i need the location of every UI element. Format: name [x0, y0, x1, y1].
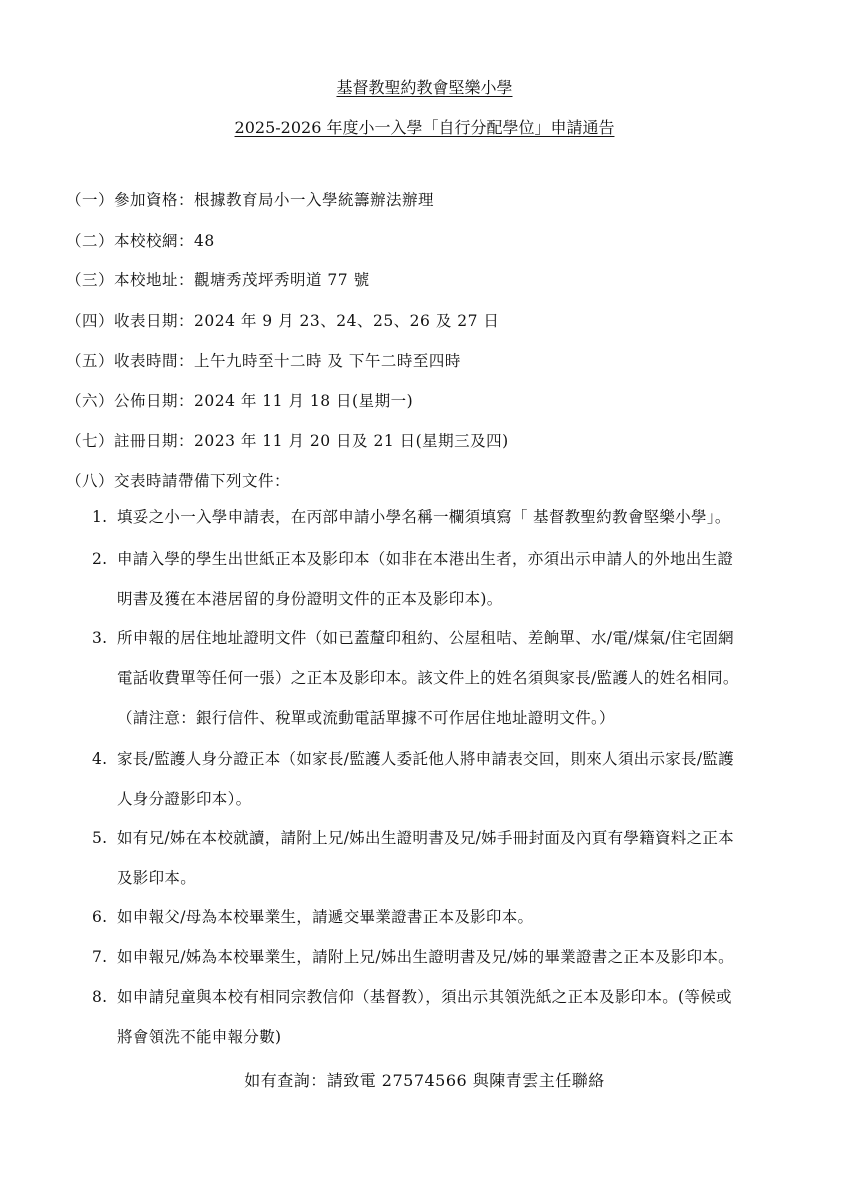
document-item — [92, 497, 792, 537]
item-number: 4. — [92, 750, 108, 768]
section-school-net: （二）本校校網：48 — [66, 232, 215, 250]
school-name-title: 基督教聖約教會堅樂小學 — [336, 78, 513, 97]
section-collection-dates: （四）收表日期：2024 年 9 月 23、24、25、26 及 27 日 — [66, 312, 500, 330]
document-item — [92, 539, 792, 619]
item-number: 8. — [92, 988, 108, 1006]
item-text-line: 如申報父/母為本校畢業生，請遞交畢業證書正本及影印本。 — [117, 908, 534, 926]
section-address: （三）本校地址：觀塘秀茂坪秀明道 77 號 — [66, 271, 370, 289]
item-number: 3. — [92, 629, 108, 647]
item-text-line: 家長/監護人身分證正本（如家長/監護人委託他人將申請表交回，則來人須出示家長/監護 — [117, 750, 734, 768]
item-text-line: 明書及獲在本港居留的身份證明文件的正本及影印本)。 — [117, 590, 503, 608]
notice-title: 2025-2026 年度小一入學「自行分配學位」申請通告 — [234, 118, 615, 137]
document-item — [92, 618, 792, 738]
item-number: 1. — [92, 508, 108, 526]
item-number: 5. — [92, 829, 108, 847]
item-text-line: 申請入學的學生出世紙正本及影印本（如非在本港出生者，亦須出示申請人的外地出生證 — [117, 550, 734, 568]
item-text-line: 如申請兒童與本校有相同宗教信仰（基督教），須出示其領洗紙之正本及影印本。(等候或 — [117, 988, 732, 1006]
section-announcement-date: （六）公佈日期：2024 年 11 月 18 日(星期一) — [66, 392, 414, 410]
item-text-line: 如有兄/姊在本校就讀，請附上兄/姊出生證明書及兄/姊手冊封面及內頁有學籍資料之正本 — [117, 829, 734, 847]
item-text-line: 人身分證影印本）。 — [117, 790, 252, 808]
item-text-line: 將會領洗不能申報分數) — [117, 1028, 282, 1046]
item-text-line: 所申報的居住地址證明文件（如已蓋釐印租約、公屋租咭、差餉單、水/電/煤氣/住宅固網 — [117, 629, 734, 647]
document-item — [92, 977, 792, 1057]
item-number: 7. — [92, 948, 108, 966]
item-number: 6. — [92, 908, 108, 926]
item-number: 2. — [92, 550, 108, 568]
item-text-line: 及影印本。 — [117, 869, 197, 887]
item-text-line: 填妥之小一入學申請表，在丙部申請小學名稱一欄須填寫「 基督教聖約教會堅樂小學」。 — [117, 508, 731, 526]
section-eligibility: （一）參加資格：根據教育局小一入學統籌辦法辦理 — [66, 191, 435, 209]
document-item — [92, 897, 792, 937]
document-item — [92, 937, 792, 977]
section-documents-required: （八）交表時請帶備下列文件： — [66, 472, 291, 490]
item-text-line: 電話收費單等任何一張）之正本及影印本。該文件上的姓名須與家長/監護人的姓名相同。 — [117, 669, 739, 687]
enquiry-contact: 如有查詢：請致電 27574566 與陳青雲主任聯絡 — [244, 1071, 605, 1090]
document-item — [92, 739, 792, 819]
document-item — [92, 818, 792, 898]
section-registration-date: （七）註冊日期：2023 年 11 月 20 日及 21 日(星期三及四) — [66, 432, 509, 450]
item-text-line: 如申報兄/姊為本校畢業生，請附上兄/姊出生證明書及兄/姊的畢業證書之正本及影印本。 — [117, 948, 734, 966]
item-text-line: （請注意：銀行信件、稅單或流動電話單據不可作居住地址證明文件。） — [117, 709, 615, 727]
section-collection-time: （五）收表時間：上午九時至十二時 及 下午二時至四時 — [66, 352, 461, 370]
